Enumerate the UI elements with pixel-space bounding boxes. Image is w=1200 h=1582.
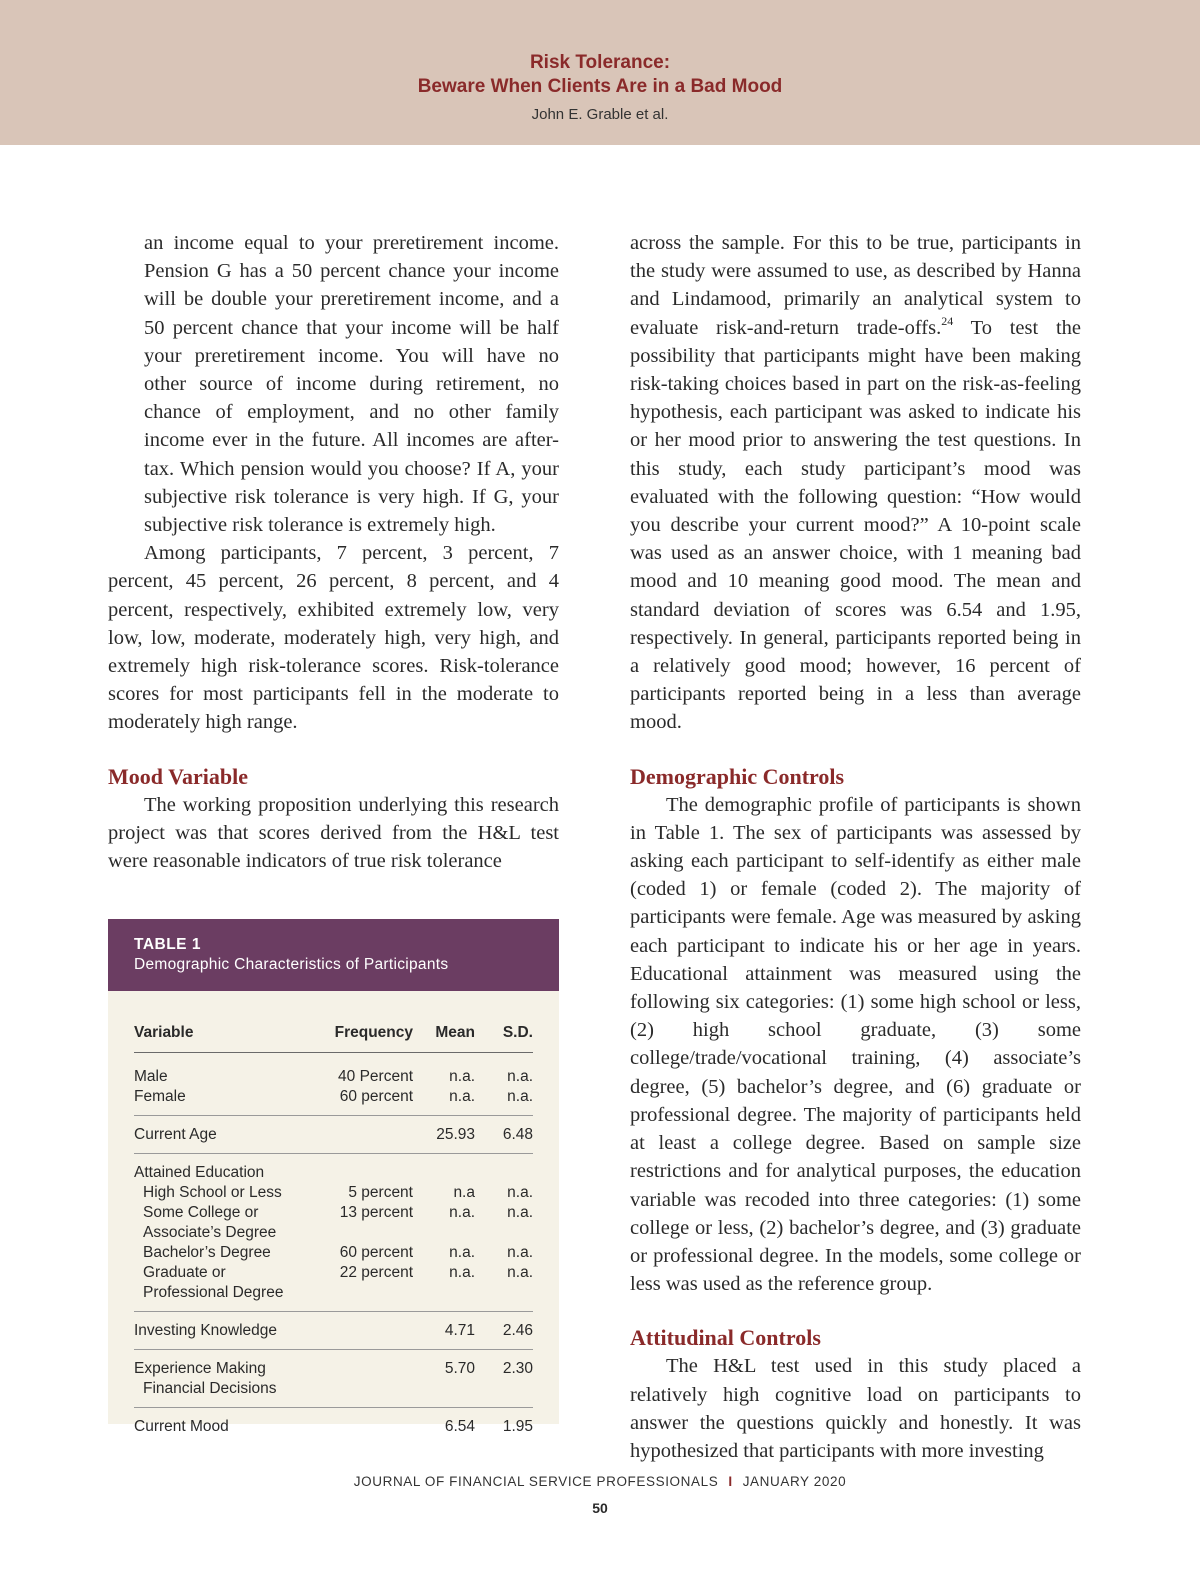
journal-name: JOURNAL OF FINANCIAL SERVICE PROFESSIONALS bbox=[353, 1474, 719, 1489]
table-row: Attained Education bbox=[134, 1164, 265, 1181]
demographics-table bbox=[134, 1024, 533, 1437]
running-header bbox=[0, 0, 1200, 145]
table-row: Bachelor’s Degree 60 percent n.a. n.a. bbox=[143, 1244, 533, 1261]
header-title-line1: Risk Tolerance: bbox=[529, 52, 671, 73]
table-row: Current Age 25.93 6.48 bbox=[134, 1116, 533, 1154]
table-row: Financial Decisions bbox=[134, 1379, 533, 1408]
running-footer bbox=[0, 1474, 1200, 1489]
heading-demographic-controls: Demographic Controls bbox=[630, 763, 845, 789]
heading-attitudinal-controls: Attitudinal Controls bbox=[630, 1325, 821, 1351]
paragraph-demographic-controls: The demographic profile of participants is shown in Table 1. The sex of participants was assessed by asking each participant to self-identify as either male (coded 1) or female (coded 2). The majority of participants were female. Age was measured by asking each participant to indicate his or her age in years. Educational attainment was measured using the following six categories: (1) some high school or less, (2) high school graduate, (3) some college/trade/vocational training, (4) associate’s degree, (5) bachelor’s degree, and (6) graduate or professional degree. The majority of participants held at least a college degree. Based on sample size restrictions and for analytical purposes, the education variable was recoded into three categories: (1) some college or less, (2) bachelor’s degree, and (3) graduate or professional degree. In the models, some college or less was used as the reference group. bbox=[630, 793, 1081, 1296]
table-1 bbox=[108, 919, 559, 1435]
paragraph-attitudinal-controls: The H&L test used in this study placed a relatively high cognitive load on participants to answer the questions quickly and honestly. It was hypothesized that participants with more investing bbox=[630, 1355, 1081, 1462]
table-row: High School or Less 5 percent n.a n.a. bbox=[143, 1184, 533, 1201]
table-header-band bbox=[108, 919, 559, 991]
paragraph-mood-variable: The working proposition underlying this research project was that scores derived from the H&L test were reasonable indicators of true risk tolerance bbox=[108, 793, 559, 873]
header-title-line2: Beware When Clients Are in a Bad Mood bbox=[417, 76, 783, 97]
paragraph-mood-measure: across the sample. For this to be true, participants in the study were assumed to use, as described by Hanna and Lindamood, primarily an analytical system to evaluate risk-and-return trade-offs.$^{24}$ To test the possibility that participants might have been making risk-taking choices based in part on the risk-as-feeling hypothesis, each participant was asked to indicate his or her mood prior to answering the test questions. In this study, each study participant’s mood was evaluated with the following question: “How would you describe your current mood?” A 10-point scale was used as an answer choice, with 1 meaning bad mood and 10 meaning good mood. The mean and standard deviation of scores was 6.54 and 1.95, respectively. In general, participants reported being in a relatively good mood; however, 16 percent of participants reported being in a less than average mood. bbox=[630, 232, 1082, 734]
table-caption: Demographic Characteristics of Participants bbox=[134, 956, 449, 973]
quoted-question: an income equal to your preretirement income. Pension G has a 50 percent chance your income will be double your preretirement income, and a 50 percent chance that your income will be half your preretirement income. You will have no other source of income during retirement, no chance of employment, and no other family income ever in the future. All incomes are after-tax. Which pension would you choose? If A, your subjective risk tolerance is very high. If G, your subjective risk tolerance is extremely high. bbox=[144, 232, 559, 537]
footer-separator: I bbox=[728, 1474, 733, 1489]
table-header-row bbox=[134, 1024, 533, 1053]
table-row: Professional Degree bbox=[134, 1283, 533, 1312]
table-row: Female 60 percent n.a. n.a. bbox=[134, 1087, 533, 1116]
header-authors: John E. Grable et al. bbox=[531, 106, 669, 123]
table-row: Experience Making 5.70 2.30 bbox=[134, 1360, 533, 1377]
paragraph-risk-distribution: Among participants, 7 percent, 3 percent, 7 percent, 45 percent, 26 percent, 8 percent, and 4 percent, respectively, exhibited extremely low, very low, low, moderate, moderately high, very high, and extremely high risk-tolerance scores. Risk-tolerance scores for most participants fell in the moderate to moderately high range. bbox=[108, 542, 559, 734]
heading-mood-variable: Mood Variable bbox=[108, 763, 248, 789]
footnote-ref[interactable]: 24 bbox=[941, 313, 954, 328]
right-column bbox=[630, 229, 1081, 1465]
col-variable: Variable bbox=[134, 1024, 303, 1053]
left-column bbox=[108, 229, 559, 875]
col-sd: S.D. bbox=[475, 1024, 533, 1053]
col-frequency: Frequency bbox=[303, 1024, 413, 1053]
table-row: Graduate or 22 percent n.a. n.a. bbox=[143, 1264, 533, 1281]
col-mean: Mean bbox=[413, 1024, 475, 1053]
table-row: Male 40 Percent n.a. n.a. bbox=[134, 1068, 533, 1085]
page-number: 50 bbox=[592, 1500, 608, 1516]
table-row: Investing Knowledge 4.71 2.46 bbox=[134, 1312, 533, 1350]
table-row: Current Mood 6.54 1.95 bbox=[134, 1418, 533, 1435]
issue-date: JANUARY 2020 bbox=[742, 1474, 847, 1489]
table-row: Some College or 13 percent n.a. n.a. bbox=[143, 1204, 533, 1221]
table-label: TABLE 1 bbox=[134, 936, 201, 953]
table-row: Associate’s Degree bbox=[143, 1224, 277, 1241]
